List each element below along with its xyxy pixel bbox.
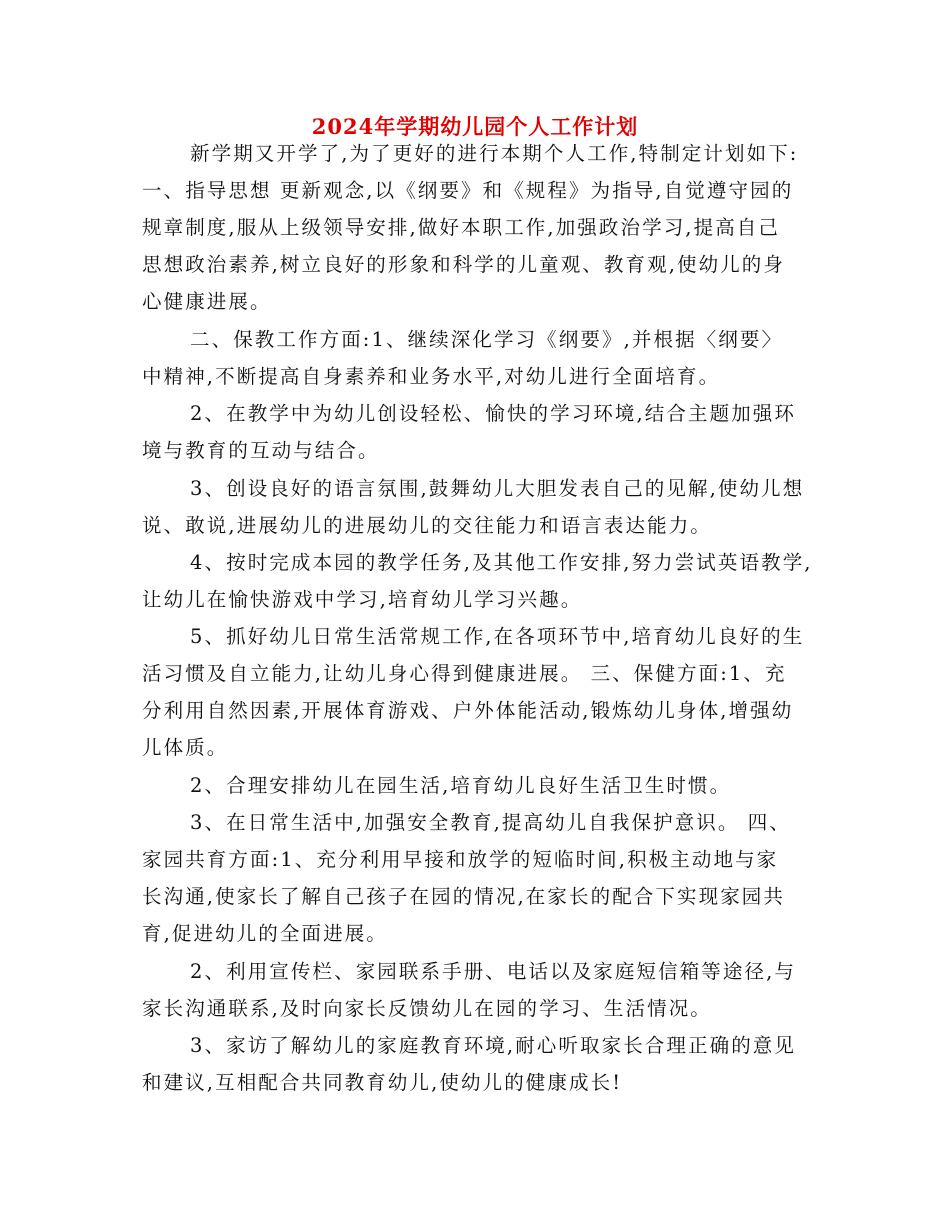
text-line: 思想政治素养,树立良好的形象和科学的儿童观、教育观,使幼儿的身 bbox=[142, 253, 785, 276]
text-line: 4、按时完成本园的教学任务,及其他工作安排,努力尝试英语教学, bbox=[190, 551, 813, 574]
text-line: 境与教育的互动与结合。 bbox=[142, 439, 380, 462]
text-line: 家园共育方面:1、充分利用早接和放学的短临时间,积极主动地与家 bbox=[142, 848, 779, 871]
text-line: 分利用自然因素,开展体育游戏、户外体能活动,锻炼幼儿身体,增强幼 bbox=[142, 699, 794, 722]
text-line: 中精神,不断提高自身素养和业务水平,对幼儿进行全面培育。 bbox=[142, 365, 721, 388]
text-line: 3、在日常生活中,加强安全教育,提高幼儿自我保护意识。 四、 bbox=[190, 811, 792, 834]
text-line: 新学期又开学了,为了更好的进行本期个人工作,特制定计划如下: bbox=[190, 142, 799, 165]
text-line: 让幼儿在愉快游戏中学习,培育幼儿学习兴趣。 bbox=[142, 588, 583, 611]
text-line: 2、利用宣传栏、家园联系手册、电话以及家庭短信箱等途径,与 bbox=[190, 960, 797, 983]
text-line: 规章制度,服从上级领导安排,做好本职工作,加强政治学习,提高自己 bbox=[142, 216, 780, 239]
text-line: 说、敢说,进展幼儿的进展幼儿的交往能力和语言表达能力。 bbox=[142, 514, 712, 537]
text-line: 5、抓好幼儿日常生活常规工作,在各项环节中,培育幼儿良好的生 bbox=[190, 625, 805, 648]
text-line: 3、家访了解幼儿的家庭教育环境,耐心听取家长合理正确的意见 bbox=[190, 1034, 797, 1057]
text-line: 长沟通,使家长了解自己孩子在园的情况,在家长的配合下实现家园共 bbox=[142, 885, 785, 908]
text-line: 活习惯及自立能力,让幼儿身心得到健康进展。 三、保健方面:1、充 bbox=[142, 662, 787, 685]
text-line: 二、保教工作方面:1、继续深化学习《纲要》,并根据〈纲要〉 bbox=[190, 328, 784, 351]
text-line: 家长沟通联系,及时向家长反馈幼儿在园的学习、生活情况。 bbox=[142, 997, 712, 1020]
text-line: 育,促进幼儿的全面进展。 bbox=[142, 922, 388, 945]
text-line: 和建议,互相配合共同教育幼儿,使幼儿的健康成长! bbox=[142, 1071, 623, 1094]
text-line: 儿体质。 bbox=[142, 736, 229, 759]
text-line: 一、指导思想 更新观念,以《纲要》和《规程》为指导,自觉遵守园的 bbox=[142, 179, 794, 202]
text-line: 心健康进展。 bbox=[142, 290, 272, 313]
text-line: 3、创设良好的语言氛围,鼓舞幼儿大胆发表自己的见解,使幼儿想 bbox=[190, 477, 805, 500]
text-line: 2、合理安排幼儿在园生活,培育幼儿良好生活卫生时惯。 bbox=[190, 774, 732, 797]
document-title: 2024年学期幼儿园个人工作计划 bbox=[311, 114, 639, 139]
text-line: 2、在教学中为幼儿创设轻松、愉快的学习环境,结合主题加强环 bbox=[190, 402, 797, 425]
